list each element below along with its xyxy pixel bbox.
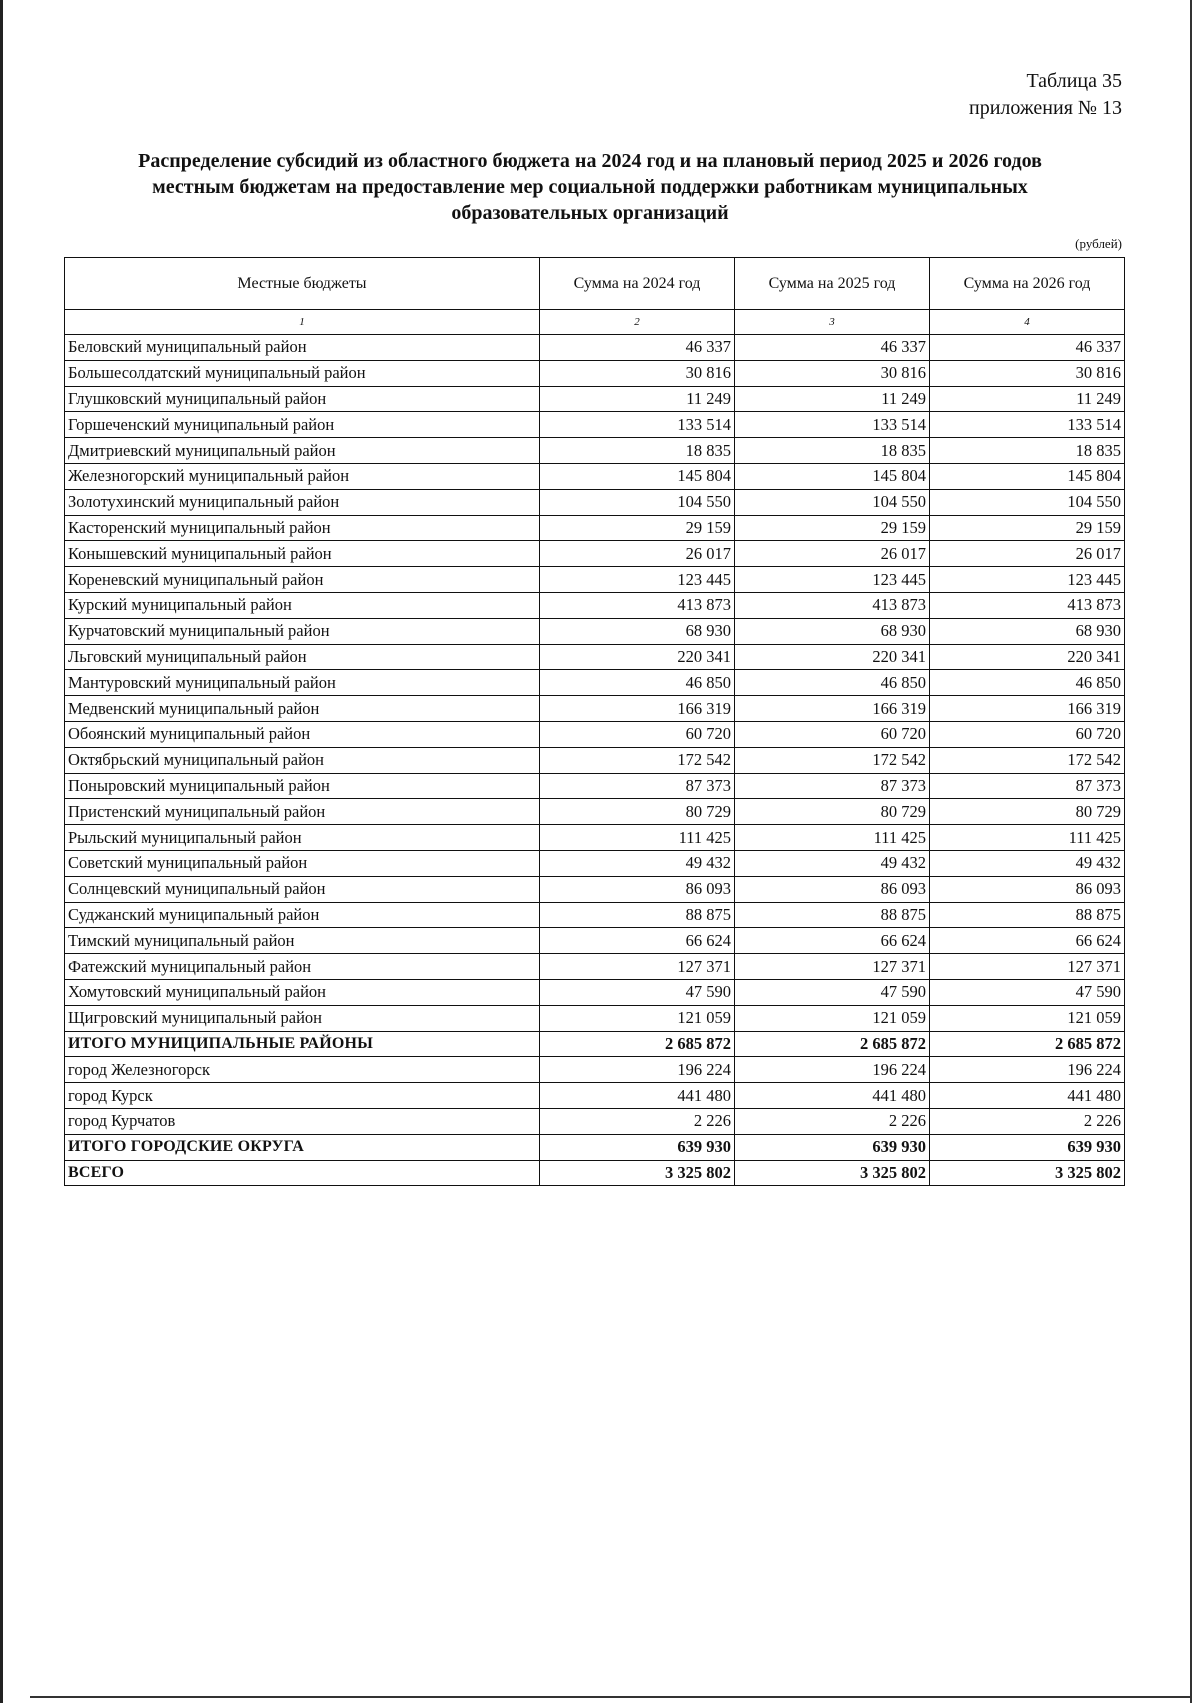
table-total-row	[65, 1031, 1125, 1057]
amount-2024-cell: 121 059	[540, 1005, 735, 1031]
amount-2026-cell: 30 816	[930, 360, 1125, 386]
amount-2024-cell: 47 590	[540, 979, 735, 1005]
title-line-1: Распределение субсидий из областного бюджета на 2024 год и на плановый период 2025 и 2026 годов	[138, 150, 1042, 172]
amount-2024-cell: 2 226	[540, 1108, 735, 1134]
table-row	[65, 489, 1125, 515]
amount-2025-cell: 49 432	[735, 850, 930, 876]
amount-2026-cell: 145 804	[930, 463, 1125, 489]
amount-2025-cell: 3 325 802	[735, 1160, 930, 1186]
amount-2025-cell: 88 875	[735, 902, 930, 928]
table-row	[65, 438, 1125, 464]
amount-2025-cell: 145 804	[735, 463, 930, 489]
table-row	[65, 1108, 1125, 1134]
budget-name-cell: Советский муниципальный район	[65, 850, 540, 876]
table-row	[65, 954, 1125, 980]
amount-2026-cell: 196 224	[930, 1057, 1125, 1083]
table-row	[65, 825, 1125, 851]
amount-2026-cell: 2 685 872	[930, 1031, 1125, 1057]
table-row	[65, 463, 1125, 489]
amount-2026-cell: 49 432	[930, 850, 1125, 876]
amount-2026-cell: 441 480	[930, 1083, 1125, 1109]
column-number-1: 1	[65, 310, 540, 335]
budget-name-cell: город Курск	[65, 1083, 540, 1109]
amount-2025-cell: 18 835	[735, 438, 930, 464]
amount-2024-cell: 60 720	[540, 721, 735, 747]
amount-2025-cell: 29 159	[735, 515, 930, 541]
amount-2026-cell: 127 371	[930, 954, 1125, 980]
budget-name-cell: Рыльский муниципальный район	[65, 825, 540, 851]
amount-2026-cell: 80 729	[930, 799, 1125, 825]
amount-2024-cell: 30 816	[540, 360, 735, 386]
table-row	[65, 979, 1125, 1005]
amount-2025-cell: 220 341	[735, 644, 930, 670]
amount-2024-cell: 104 550	[540, 489, 735, 515]
scan-edge-bottom	[30, 1696, 1190, 1698]
amount-2025-cell: 46 337	[735, 335, 930, 361]
amount-2025-cell: 111 425	[735, 825, 930, 851]
amount-2024-cell: 441 480	[540, 1083, 735, 1109]
scan-edge-left	[0, 0, 3, 1703]
amount-2026-cell: 166 319	[930, 696, 1125, 722]
budget-name-cell: Железногорский муниципальный район	[65, 463, 540, 489]
title-line-2: местным бюджетам на предоставление мер социальной поддержки работникам муниципальных	[152, 176, 1028, 198]
amount-2025-cell: 133 514	[735, 412, 930, 438]
amount-2025-cell: 11 249	[735, 386, 930, 412]
amount-2025-cell: 639 930	[735, 1134, 930, 1160]
amount-2024-cell: 18 835	[540, 438, 735, 464]
table-number: Таблица 35	[1026, 70, 1122, 92]
amount-2025-cell: 2 226	[735, 1108, 930, 1134]
amount-2025-cell: 172 542	[735, 747, 930, 773]
amount-2024-cell: 220 341	[540, 644, 735, 670]
amount-2026-cell: 123 445	[930, 567, 1125, 593]
amount-2026-cell: 2 226	[930, 1108, 1125, 1134]
table-header-row	[65, 258, 1125, 310]
table-row	[65, 360, 1125, 386]
amount-2024-cell: 86 093	[540, 876, 735, 902]
budget-name-cell: город Курчатов	[65, 1108, 540, 1134]
amount-2025-cell: 86 093	[735, 876, 930, 902]
budget-name-cell: Дмитриевский муниципальный район	[65, 438, 540, 464]
table-row	[65, 592, 1125, 618]
column-number-2: 2	[540, 310, 735, 335]
budget-name-cell: Суджанский муниципальный район	[65, 902, 540, 928]
amount-2024-cell: 11 249	[540, 386, 735, 412]
amount-2025-cell: 123 445	[735, 567, 930, 593]
budget-name-cell: Льговский муниципальный район	[65, 644, 540, 670]
amount-2024-cell: 639 930	[540, 1134, 735, 1160]
table-row	[65, 618, 1125, 644]
budget-name-cell: Беловский муниципальный район	[65, 335, 540, 361]
budget-name-cell: Курский муниципальный район	[65, 592, 540, 618]
table-row	[65, 1057, 1125, 1083]
amount-2025-cell: 121 059	[735, 1005, 930, 1031]
amount-2026-cell: 86 093	[930, 876, 1125, 902]
budget-name-cell: Щигровский муниципальный район	[65, 1005, 540, 1031]
amount-2024-cell: 3 325 802	[540, 1160, 735, 1186]
amount-2026-cell: 47 590	[930, 979, 1125, 1005]
table-row	[65, 515, 1125, 541]
amount-2025-cell: 47 590	[735, 979, 930, 1005]
amount-2025-cell: 26 017	[735, 541, 930, 567]
budget-name-cell: ВСЕГО	[65, 1160, 540, 1186]
table-reference	[969, 68, 1122, 122]
table-row	[65, 850, 1125, 876]
column-number-4: 4	[930, 310, 1125, 335]
amount-2026-cell: 88 875	[930, 902, 1125, 928]
amount-2026-cell: 172 542	[930, 747, 1125, 773]
unit-note: (рублей)	[1075, 236, 1122, 251]
budget-name-cell: Хомутовский муниципальный район	[65, 979, 540, 1005]
amount-2026-cell: 3 325 802	[930, 1160, 1125, 1186]
amount-2026-cell: 133 514	[930, 412, 1125, 438]
amount-2025-cell: 196 224	[735, 1057, 930, 1083]
budget-name-cell: Мантуровский муниципальный район	[65, 670, 540, 696]
amount-2024-cell: 145 804	[540, 463, 735, 489]
column-number-row	[65, 310, 1125, 335]
table-row	[65, 412, 1125, 438]
amount-2026-cell: 60 720	[930, 721, 1125, 747]
table-row	[65, 386, 1125, 412]
amount-2025-cell: 60 720	[735, 721, 930, 747]
amount-2025-cell: 30 816	[735, 360, 930, 386]
table-row	[65, 670, 1125, 696]
column-number-3: 3	[735, 310, 930, 335]
budget-name-cell: город Железногорск	[65, 1057, 540, 1083]
amount-2024-cell: 49 432	[540, 850, 735, 876]
table-row	[65, 644, 1125, 670]
amount-2026-cell: 220 341	[930, 644, 1125, 670]
amount-2024-cell: 80 729	[540, 799, 735, 825]
scan-edge-right	[1190, 0, 1192, 1703]
table-row	[65, 902, 1125, 928]
amount-2025-cell: 46 850	[735, 670, 930, 696]
budget-name-cell: Тимский муниципальный район	[65, 928, 540, 954]
budget-name-cell: Большесолдатский муниципальный район	[65, 360, 540, 386]
amount-2024-cell: 166 319	[540, 696, 735, 722]
amount-2026-cell: 68 930	[930, 618, 1125, 644]
amount-2025-cell: 80 729	[735, 799, 930, 825]
amount-2026-cell: 639 930	[930, 1134, 1125, 1160]
amount-2026-cell: 413 873	[930, 592, 1125, 618]
amount-2024-cell: 133 514	[540, 412, 735, 438]
amount-2024-cell: 29 159	[540, 515, 735, 541]
budget-name-cell: Обоянский муниципальный район	[65, 721, 540, 747]
amount-2025-cell: 2 685 872	[735, 1031, 930, 1057]
amount-2025-cell: 104 550	[735, 489, 930, 515]
budget-name-cell: Горшеченский муниципальный район	[65, 412, 540, 438]
table-row	[65, 747, 1125, 773]
table-row	[65, 567, 1125, 593]
table-body	[65, 335, 1125, 1186]
budget-name-cell: Октябрьский муниципальный район	[65, 747, 540, 773]
budget-name-cell: Медвенский муниципальный район	[65, 696, 540, 722]
table-row	[65, 799, 1125, 825]
amount-2026-cell: 18 835	[930, 438, 1125, 464]
amount-2024-cell: 68 930	[540, 618, 735, 644]
amount-2025-cell: 413 873	[735, 592, 930, 618]
amount-2026-cell: 111 425	[930, 825, 1125, 851]
amount-2024-cell: 66 624	[540, 928, 735, 954]
amount-2025-cell: 441 480	[735, 1083, 930, 1109]
budget-name-cell: Золотухинский муниципальный район	[65, 489, 540, 515]
amount-2026-cell: 87 373	[930, 773, 1125, 799]
budget-name-cell: Касторенский муниципальный район	[65, 515, 540, 541]
amount-2024-cell: 172 542	[540, 747, 735, 773]
budget-name-cell: Поныровский муниципальный район	[65, 773, 540, 799]
amount-2026-cell: 11 249	[930, 386, 1125, 412]
document-title	[90, 148, 1090, 226]
amount-2024-cell: 26 017	[540, 541, 735, 567]
amount-2025-cell: 87 373	[735, 773, 930, 799]
table-row	[65, 721, 1125, 747]
amount-2026-cell: 29 159	[930, 515, 1125, 541]
table-row	[65, 335, 1125, 361]
budget-name-cell: Солнцевский муниципальный район	[65, 876, 540, 902]
column-header-2025: Сумма на 2025 год	[735, 258, 930, 310]
budget-name-cell: Глушковский муниципальный район	[65, 386, 540, 412]
amount-2026-cell: 104 550	[930, 489, 1125, 515]
amount-2026-cell: 46 850	[930, 670, 1125, 696]
column-header-2024: Сумма на 2024 год	[540, 258, 735, 310]
amount-2024-cell: 88 875	[540, 902, 735, 928]
amount-2025-cell: 68 930	[735, 618, 930, 644]
budget-name-cell: Пристенский муниципальный район	[65, 799, 540, 825]
amount-2024-cell: 111 425	[540, 825, 735, 851]
budget-name-cell: ИТОГО ГОРОДСКИЕ ОКРУГА	[65, 1134, 540, 1160]
table-row	[65, 773, 1125, 799]
subsidy-table	[64, 257, 1125, 1186]
title-line-3: образовательных организаций	[451, 202, 729, 224]
table-row	[65, 876, 1125, 902]
budget-name-cell: Курчатовский муниципальный район	[65, 618, 540, 644]
table-row	[65, 541, 1125, 567]
budget-name-cell: Конышевский муниципальный район	[65, 541, 540, 567]
table-row	[65, 928, 1125, 954]
amount-2025-cell: 127 371	[735, 954, 930, 980]
amount-2026-cell: 66 624	[930, 928, 1125, 954]
amount-2026-cell: 26 017	[930, 541, 1125, 567]
amount-2024-cell: 2 685 872	[540, 1031, 735, 1057]
budget-name-cell: Кореневский муниципальный район	[65, 567, 540, 593]
amount-2026-cell: 46 337	[930, 335, 1125, 361]
table-total-row	[65, 1134, 1125, 1160]
amount-2024-cell: 413 873	[540, 592, 735, 618]
column-header-2026: Сумма на 2026 год	[930, 258, 1125, 310]
budget-name-cell: ИТОГО МУНИЦИПАЛЬНЫЕ РАЙОНЫ	[65, 1031, 540, 1057]
amount-2024-cell: 127 371	[540, 954, 735, 980]
table-row	[65, 1005, 1125, 1031]
amount-2024-cell: 87 373	[540, 773, 735, 799]
amount-2024-cell: 46 850	[540, 670, 735, 696]
amount-2025-cell: 66 624	[735, 928, 930, 954]
budget-name-cell: Фатежский муниципальный район	[65, 954, 540, 980]
table-total-row	[65, 1160, 1125, 1186]
appendix-number: приложения № 13	[968, 97, 1122, 119]
amount-2024-cell: 46 337	[540, 335, 735, 361]
column-header-budget: Местные бюджеты	[65, 258, 540, 310]
table-row	[65, 1083, 1125, 1109]
amount-2026-cell: 121 059	[930, 1005, 1125, 1031]
table-row	[65, 696, 1125, 722]
amount-2025-cell: 166 319	[735, 696, 930, 722]
amount-2024-cell: 196 224	[540, 1057, 735, 1083]
amount-2024-cell: 123 445	[540, 567, 735, 593]
